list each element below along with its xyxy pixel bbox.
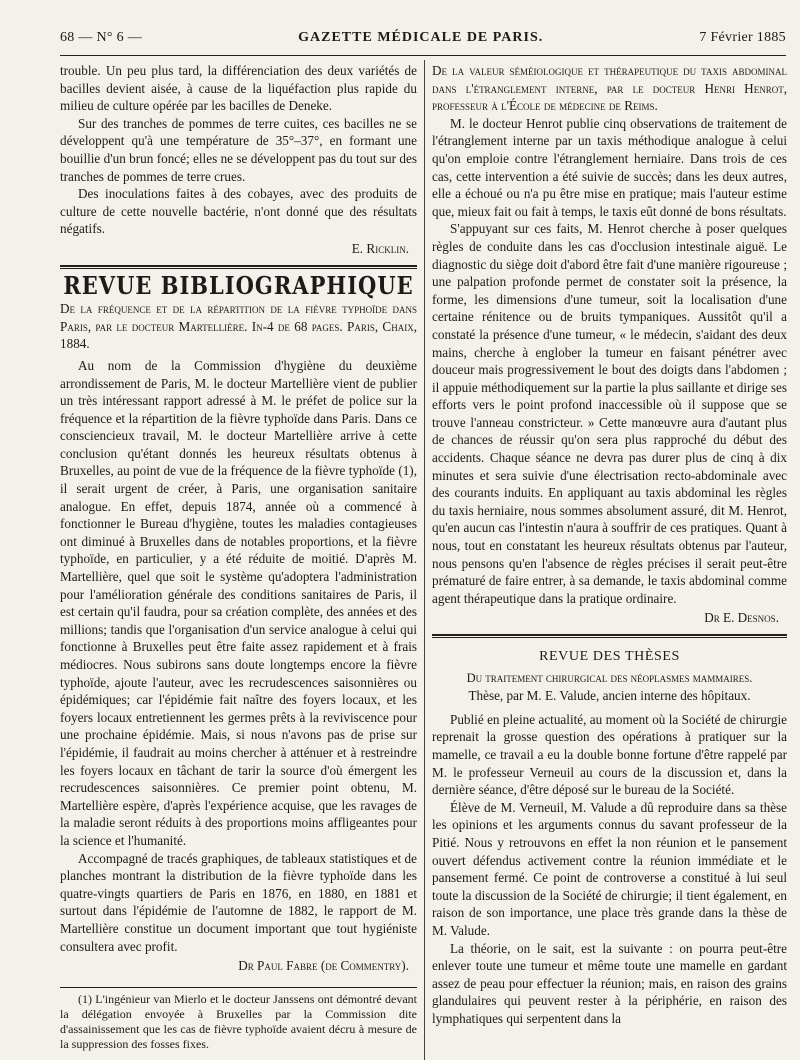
paragraph: La théorie, on le sait, est la suivante : on pourra peut-être enlever toute une tumeur et même toute une mamelle en gardant assez de peau pour effectuer la réunion; mais, en raison des grains glandulaires qui peuvent rester à la périphérie, en raison des lymphatiques qui serpentent dans la — [432, 940, 787, 1026]
these-title: Du traitement chirurgical des néoplasmes mammaires. — [466, 670, 753, 685]
footnote-rule — [60, 987, 417, 988]
footnote: (1) L'ingénieur van Mierlo et le docteur Janssens ont démontré devant la délégation envoyée à Bruxelles par la Commission dite d'assainissement que les cas de fièvre typhoïde avaient décru à mesure de la suppression des fosses fixes. — [60, 991, 417, 1051]
running-head — [60, 30, 786, 46]
paragraph: Élève de M. Verneuil, M. Valude a dû reproduire dans sa thèse les opinions et les arguments connus du savant professeur de la Pitié. Nous y retrouvons en effet la non réunion et le pansement ouvert défendus activement contre la réunion immédiate et le pansement fermé. Ce point de controverse a constitué à lui seul toute la discussion de la Société de chirurgie; il tient également, en raison de son importance, une place très grande dans la thèse de M. Valude. — [432, 799, 787, 938]
right-column — [432, 62, 787, 1027]
journal-title: GAZETTE MÉDICALE DE PARIS. — [298, 30, 544, 45]
signature: E. Ricklin. — [351, 240, 409, 256]
paragraph: M. le docteur Henrot publie cinq observations de traitement de l'étranglement interne par un taxis méthodique analogue à celui qu'on emploie contre l'étranglement herniaire. Dans trois de ces cas, cette intervention a été suivie de succès; dans les deux autres, elle a échoué ou n'a pu être mise en pratique; mais l'auteur estime que, mieux fait ou fait à temps, le taxis eût donné de bons résultats. — [432, 115, 787, 219]
signature: Dr Paul Fabre (de Commentry). — [238, 958, 409, 974]
paragraph: Sur des tranches de pommes de terre cuites, ces bacilles ne se développent qu'à une température de 35°–37°, en formant une bouillie d'un brun foncé; elles ne se développent pas du tout sur des tranches de pommes de terre crues. — [60, 115, 417, 184]
paragraph: Des inoculations faites à des cobayes, avec des produits de culture de cette nouvelle bactérie, n'ont donné que des résultats négatifs. — [60, 186, 417, 237]
section-rule — [60, 268, 417, 269]
column-divider — [424, 60, 425, 1060]
paragraph: Publié en pleine actualité, au moment où la Société de chirurgie reprenait la grosse question des opérations à pratiquer sur la mamelle, ce travail a eu la double bonne fortune d'être rappelé par M. le professeur Verneuil au cours de la discussion et, dans la dernière séance, d'être déposé sur le bureau de la Société. — [432, 711, 787, 798]
paragraph: Accompagné de tracés graphiques, de tableaux statistiques et de planches montrant la distribution de la fièvre typhoïde dans les quatre-vingts quartiers de Paris en 1876, en 1880, en 1881 et surtout dans l'épidémie de l'automne de 1882, le rapport de M. Martellière constitue un document important que tout hygiéniste consultera avec profit. — [60, 850, 417, 954]
paragraph: S'appuyant sur ces faits, M. Henrot cherche à poser quelques règles de conduite dans les cas d'occlusion intestinale aiguë. Le diagnostic du siège doit d'abord être fait d'une manière rigoureuse ; une palpation profonde permet de constater soit la présence, la forme, les dimensions d'une tumeur, soit la localisation d'une certaine rénitence ou de bruits tympaniques. Aussitôt qu'il a constaté la présence d'une tumeur, « le médecin, s'aidant des deux mains, cherche à englober la tumeur en faisant pénétrer avec douceur mais progressivement le bout des doigts dans l'abdomen ; il appuie méthodiquement sur la partie la plus saillante et dirige ses efforts vers le point profond inaccessible où il suppose que se trouve l'anneau constricteur. » Cette manœuvre aura d'autant plus de chances de réussir qu'on sera plus rapproché du début des accidents. Chaque séance ne devra pas durer plus de cinq à dix minutes et sera suivie d'une électrisation recto-abdominale avec des courants induits. En appliquant au taxis abdominal les règles du taxis herniaire, nous sommes absolument assuré, dit M. Henrot, qu'en aucun cas l'intestin n'aura à souffrir de ces pratiques. Quant à nous, tout en constatant les heureux résultats obtenus par l'auteur, nous pensons qu'en l'absence de règles précises il serait peut-être prématuré de faire entrer, à sa demande, le taxis abdominal comme agent thérapeutique dans la pratique ordinaire. — [432, 221, 787, 606]
left-column — [60, 62, 417, 1052]
paragraph: trouble. Un peu plus tard, la différenciation des deux variétés de bacilles devient aisée, à cause de la liquéfaction plus rapide du milieu de culture opérée par les bacilles de Deneke. — [60, 63, 417, 114]
section-title: REVUE DES THÈSES — [539, 649, 680, 664]
paragraph: Au nom de la Commission d'hygiène du deuxième arrondissement de Paris, M. le docteur Martellière vient de publier un très intéressant rapport adressé à M. le préfet de police sur la fréquence et la répartition de la fièvre typhoïde dans Paris. Dans ce consciencieux travail, M. le docteur Martellière arrive à cette conclusion qu'étant donnés les heureux résultats obtenus à Bruxelles, au point de vue de la fréquence de la fièvre typhoïde (1), il serait urgent de créer, à Paris, une organisation sanitaire analogue. En effet, depuis 1874, année où a commencé à fonctionner le Bureau d'hygiène, toutes les maladies contagieuses ont diminué à Bruxelles dans de notables proportions, et la fièvre typhoïde, en particulier, y a été réduite de moitié. D'après M. Martellière, quel que soit le système qu'adoptera l'administration pour l'amélioration générale des conditions sanitaires de Paris, il est certain qu'il faudra, pour sa création complète, des années et des millions; tandis que l'organisation d'un service analogue à celui qui fonctionne à Bruxelles peut être faite assez rapidement et à frais médiocres. Nous subirons sans doute longtemps encore la fièvre typhoïde, ajoute l'auteur, avec les recrudescences saisonnières ou épidémiques; car l'épidémie fait naître des foyers locaux, et les foyers locaux entretiennent les germes prêts à la reviviscence pour une prochaine épidémie. Mais, si nous n'avons pas de prise sur l'épidémie, il faudrait au moins chercher à atténuer et à restreindre les foyers locaux en tâchant de tarir la source d'où émergent les recrudescences saisonnières. Ce premier point obtenu, M. Martellière espère, d'après l'expérience acquise, que les ravages de la maladie seront réduits à des proportions moins affligeantes pour la science et l'humanité. — [60, 357, 417, 848]
section-rule — [432, 637, 787, 638]
section-rule — [432, 634, 787, 636]
header-rule — [60, 55, 786, 56]
section-title: REVUE BIBLIOGRAPHIQUE — [63, 270, 414, 300]
issue-date: 7 Février 1885 — [699, 30, 786, 45]
article-heading: De la valeur séméiologique et thérapeutique du taxis abdominal dans l'étranglement interne, par le docteur Henri Henrot, professeur à l'École de médecine de Reims. — [432, 63, 787, 114]
these-author: Thèse, par M. E. Valude, ancien interne des hôpitaux. — [468, 688, 751, 704]
section-rule — [60, 265, 417, 267]
signature: Dr E. Desnos. — [704, 610, 779, 626]
article-heading: De la fréquence et de la répartition de la fièvre typhoïde dans Paris, par le docteur Martellière. In-4 de 68 pages. Paris, Chaix, 1884. — [60, 301, 417, 352]
page-number: 68 — N° 6 — — [60, 30, 143, 45]
